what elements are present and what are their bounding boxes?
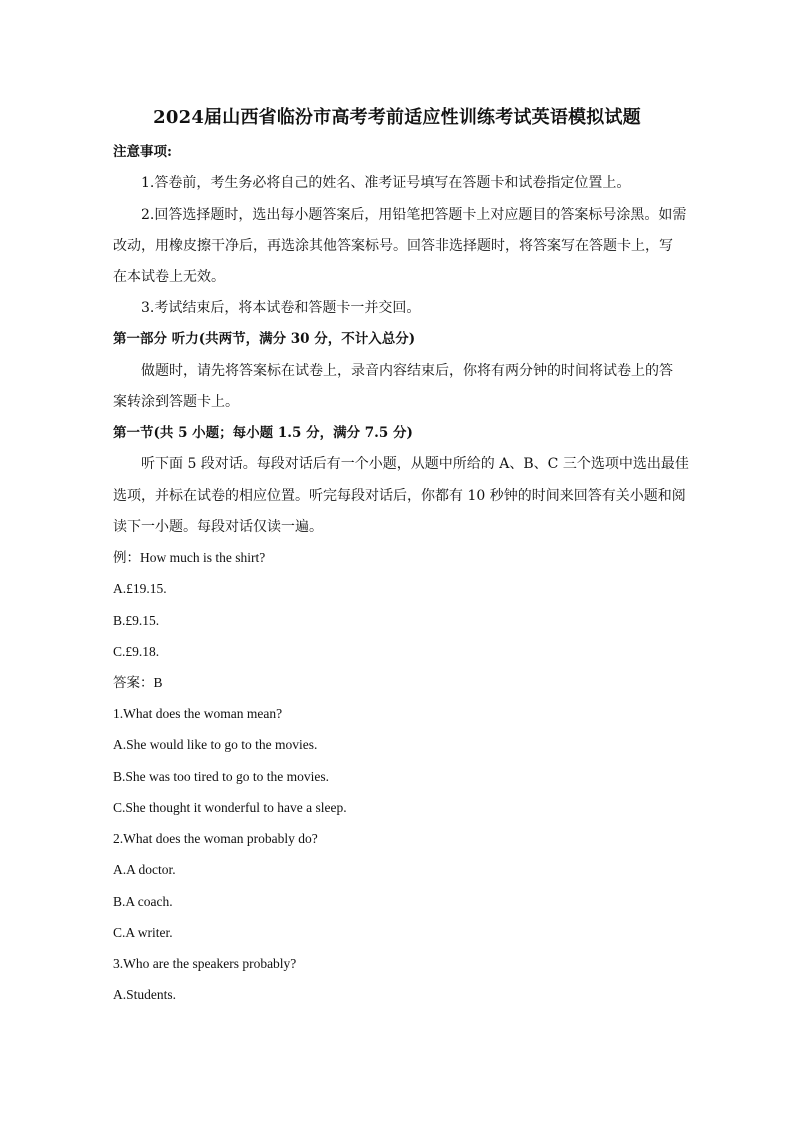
question-3: 3.Who are the speakers probably? xyxy=(113,956,297,971)
part1-instruction: 案转涂到答题卡上。 xyxy=(113,394,239,410)
section1-instruction: 读下一小题。每段对话仅读一遍。 xyxy=(113,519,323,535)
part1-instruction: 做题时，请先将答案标在试卷上，录音内容结束后，你将有两分钟的时间将试卷上的答 xyxy=(141,363,673,379)
notice-item: 改动，用橡皮擦干净后，再选涂其他答案标号。回答非选择题时，将答案写在答题卡上，写 xyxy=(113,238,673,254)
question-2-option-b: B.A coach. xyxy=(113,894,173,909)
notice-item: 3.考试结束后，将本试卷和答题卡一并交回。 xyxy=(141,300,421,316)
question-2: 2.What does the woman probably do? xyxy=(113,831,318,846)
notice-item: 2.回答选择题时，选出每小题答案后，用铅笔把答题卡上对应题目的答案标号涂黑。如需 xyxy=(141,207,687,223)
question-3-option-a: A.Students. xyxy=(113,987,177,1002)
example-question: 例：How much is the shirt? xyxy=(113,550,266,565)
page-title: 2024届山西省临汾市高考考前适应性训练考试英语模拟试题 xyxy=(153,107,641,128)
question-1-option-b: B.She was too tired to go to the movies. xyxy=(113,769,329,784)
example-option: A.£19.15. xyxy=(113,581,167,596)
notice-item: 在本试卷上无效。 xyxy=(113,269,225,285)
question-1-option-a: A.She would like to go to the movies. xyxy=(113,737,318,752)
question-1: 1.What does the woman mean? xyxy=(113,706,283,721)
part1-heading: 第一部分 听力(共两节，满分 30 分，不计入总分) xyxy=(113,331,416,347)
section1-heading: 第一节(共 5 小题；每小题 1.5 分，满分 7.5 分) xyxy=(113,425,413,441)
section1-instruction: 听下面 5 段对话。每段对话后有一个小题，从题中所给的 A、B、C 三个选项中选出最佳 xyxy=(141,456,689,472)
question-2-option-c: C.A writer. xyxy=(113,925,173,940)
example-answer: 答案：B xyxy=(113,675,163,690)
example-option: C.£9.18. xyxy=(113,644,160,659)
section1-instruction: 选项，并标在试卷的相应位置。听完每段对话后，你都有 10 秒钟的时间来回答有关小题和阅 xyxy=(113,488,686,504)
notice-heading: 注意事项: xyxy=(113,144,172,160)
question-2-option-a: A.A doctor. xyxy=(113,862,176,877)
example-option: B.£9.15. xyxy=(113,613,160,628)
notice-item: 1.答卷前，考生务必将自己的姓名、准考证号填写在答题卡和试卷指定位置上。 xyxy=(141,175,631,191)
question-1-option-c: C.She thought it wonderful to have a sleep. xyxy=(113,800,347,815)
